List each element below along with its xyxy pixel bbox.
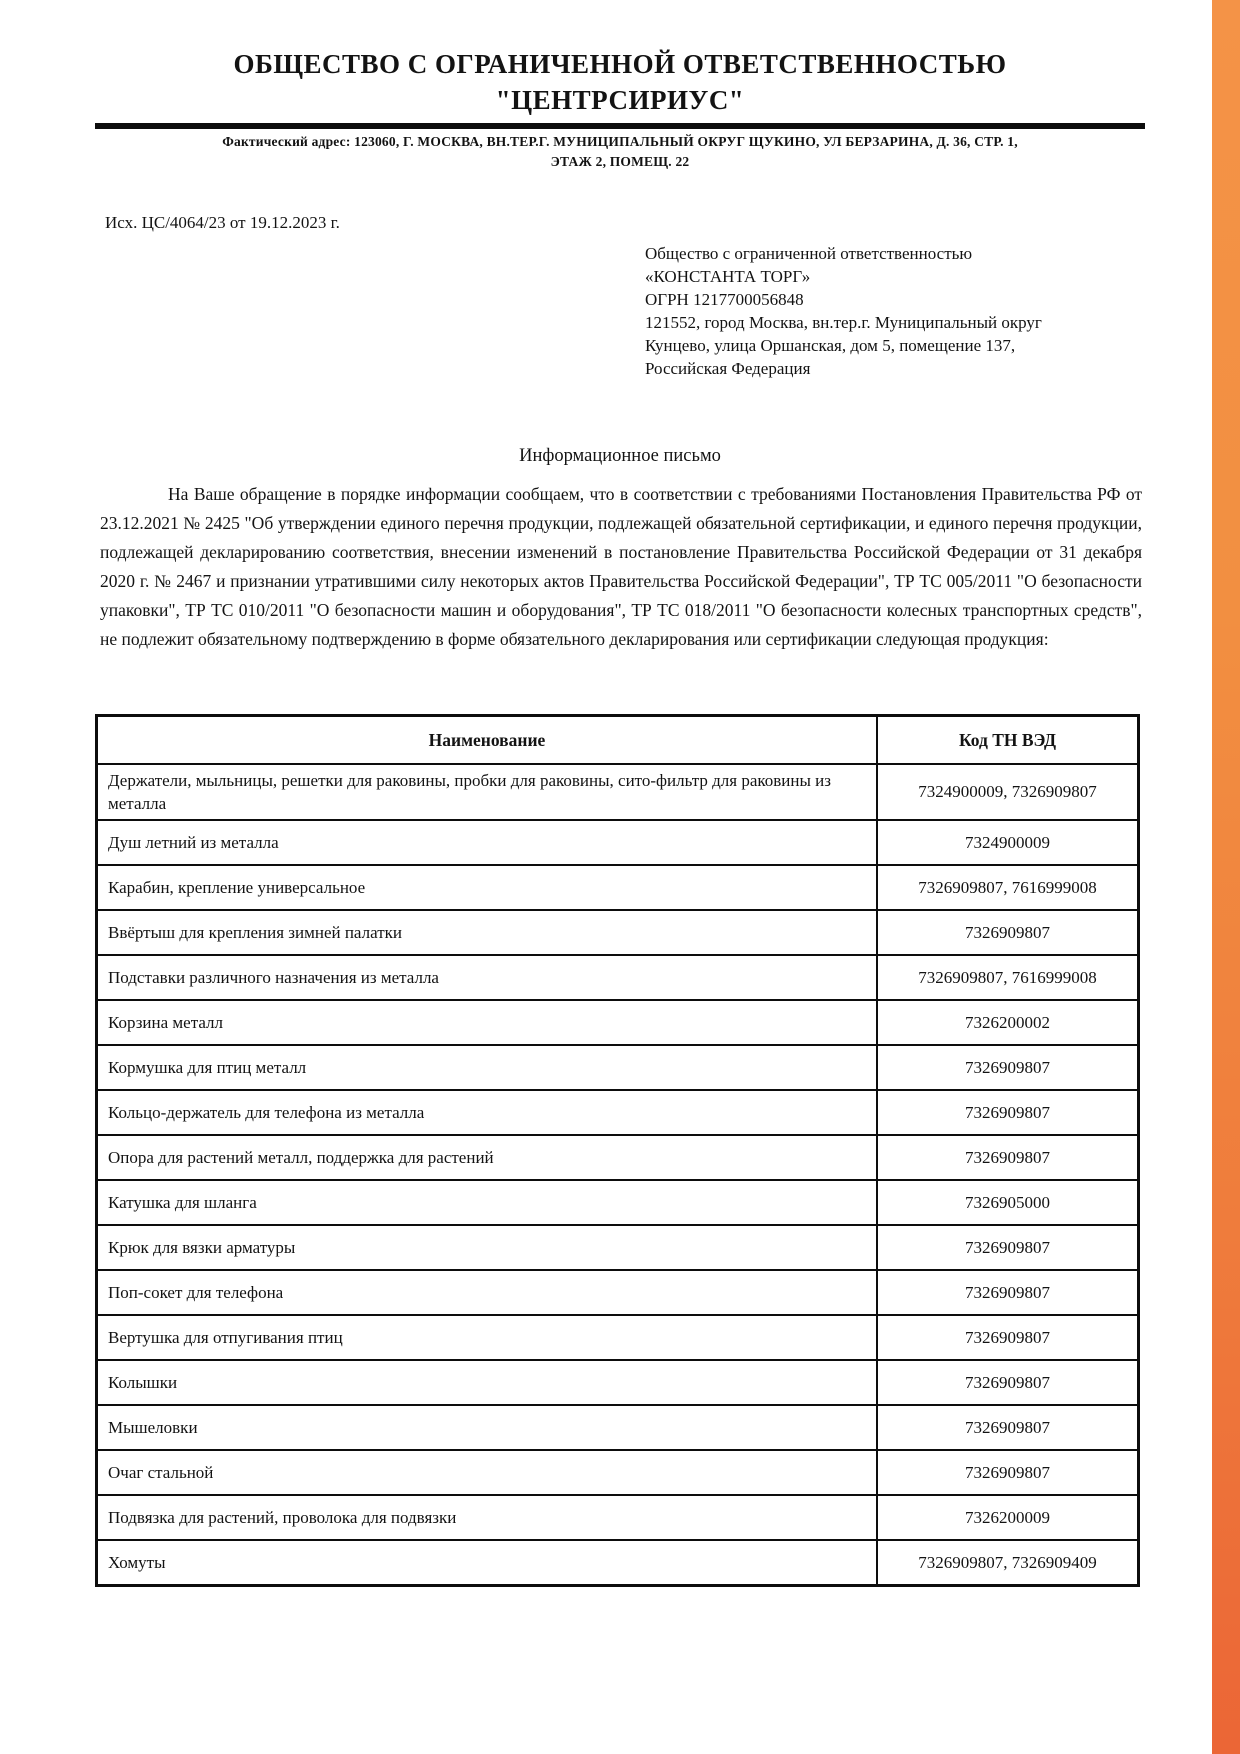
product-name-cell: Ввёртыш для крепления зимней палатки xyxy=(97,910,877,955)
table-row xyxy=(97,910,1139,955)
product-code-cell: 7324900009 xyxy=(877,820,1139,865)
product-code-cell: 7326909807 xyxy=(877,1450,1139,1495)
product-name-cell: Хомуты xyxy=(97,1540,877,1586)
table-row xyxy=(97,1045,1139,1090)
table-row xyxy=(97,1540,1139,1586)
letterhead-divider xyxy=(95,123,1145,129)
recipient-block xyxy=(645,242,1145,380)
product-name-cell: Колышки xyxy=(97,1360,877,1405)
table-row xyxy=(97,1450,1139,1495)
letterhead-address xyxy=(110,132,1130,172)
address-line1: Фактический адрес: 123060, Г. МОСКВА, ВН.ТЕР.Г. МУНИЦИПАЛЬНЫЙ ОКРУГ ЩУКИНО, УЛ БЕРЗАРИНА, Д. 36, СТР. 1, xyxy=(222,134,1018,149)
table-row xyxy=(97,1180,1139,1225)
table-row xyxy=(97,1360,1139,1405)
product-code-cell: 7326909807 xyxy=(877,1360,1139,1405)
product-name-cell: Кольцо-держатель для телефона из металла xyxy=(97,1090,877,1135)
table-row xyxy=(97,1270,1139,1315)
product-code-cell: 7326200009 xyxy=(877,1495,1139,1540)
product-code-cell: 7326909807 xyxy=(877,1090,1139,1135)
product-code-cell: 7324900009, 7326909807 xyxy=(877,764,1139,820)
product-name-cell: Очаг стальной xyxy=(97,1450,877,1495)
product-code-cell: 7326909807, 7326909409 xyxy=(877,1540,1139,1586)
table-header-row xyxy=(97,716,1139,765)
table-row xyxy=(97,1405,1139,1450)
recipient-line: ОГРН 1217700056848 xyxy=(645,290,804,309)
org-name-line1: ОБЩЕСТВО С ОГРАНИЧЕННОЙ ОТВЕТСТВЕННОСТЬЮ xyxy=(233,49,1007,79)
recipient-line: Общество с ограниченной ответственностью xyxy=(645,244,973,263)
product-code-cell: 7326909807 xyxy=(877,910,1139,955)
product-code-cell: 7326200002 xyxy=(877,1000,1139,1045)
table-row xyxy=(97,1135,1139,1180)
org-name-line2: "ЦЕНТРСИРИУС" xyxy=(495,85,745,115)
product-name-cell: Вертушка для отпугивания птиц xyxy=(97,1315,877,1360)
product-name-cell: Карабин, крепление универсальное xyxy=(97,865,877,910)
recipient-line: 121552, город Москва, вн.тер.г. Муниципальный округ xyxy=(645,313,1042,332)
product-name-cell: Опора для растений металл, поддержка для растений xyxy=(97,1135,877,1180)
product-name-cell: Катушка для шланга xyxy=(97,1180,877,1225)
product-code-cell: 7326909807 xyxy=(877,1135,1139,1180)
recipient-line: «КОНСТАНТА ТОРГ» xyxy=(645,267,811,286)
table-row xyxy=(97,1495,1139,1540)
table-row xyxy=(97,820,1139,865)
letter-body-paragraph: На Ваше обращение в порядке информации сообщаем, что в соответствии с требованиями Постановления Правительства РФ от 23.12.2021 № 2425 "Об утверждении единого перечня продукции, подлежащей обязательной сертификации, и единого перечня продукции, подлежащей декларированию соответствия, внесении изменений в постановление Правительства Российской Федерации от 31 декабря 2020 г. № 2467 и признании утратившими силу некоторых актов Правительства Российской Федерации", ТР ТС 005/2011 "О безопасности упаковки", ТР ТС 010/2011 "О безопасности машин и оборудования", ТР ТС 018/2011 "О безопасности колесных транспортных средств", не подлежит обязательному подтверждению в форме обязательного декларирования или сертификации следующая продукция: xyxy=(100,484,1142,649)
product-name-cell: Поп-сокет для телефона xyxy=(97,1270,877,1315)
table-row xyxy=(97,865,1139,910)
column-header-code: Код ТН ВЭД xyxy=(877,716,1139,765)
product-code-cell: 7326909807, 7616999008 xyxy=(877,955,1139,1000)
product-name-cell: Мышеловки xyxy=(97,1405,877,1450)
product-table xyxy=(95,714,1140,1587)
table-row xyxy=(97,1000,1139,1045)
table-row xyxy=(97,1090,1139,1135)
product-code-cell: 7326909807 xyxy=(877,1270,1139,1315)
product-name-cell: Подставки различного назначения из металла xyxy=(97,955,877,1000)
letterhead-org-name xyxy=(110,0,1130,118)
recipient-line: Кунцево, улица Оршанская, дом 5, помещение 137, xyxy=(645,336,1016,355)
accent-side-bar xyxy=(1212,0,1240,1754)
product-code-cell: 7326905000 xyxy=(877,1180,1139,1225)
product-name-cell: Подвязка для растений, проволока для подвязки xyxy=(97,1495,877,1540)
table-row xyxy=(97,955,1139,1000)
table-row xyxy=(97,1315,1139,1360)
product-code-cell: 7326909807 xyxy=(877,1405,1139,1450)
letter-title: Информационное письмо xyxy=(519,446,721,466)
product-name-cell: Держатели, мыльницы, решетки для раковины, пробки для раковины, сито-фильтр для раковины из металла xyxy=(97,764,877,820)
product-name-cell: Крюк для вязки арматуры xyxy=(97,1225,877,1270)
product-code-cell: 7326909807 xyxy=(877,1225,1139,1270)
recipient-line: Российская Федерация xyxy=(645,359,811,378)
product-name-cell: Корзина металл xyxy=(97,1000,877,1045)
column-header-name: Наименование xyxy=(97,716,877,765)
product-name-cell: Душ летний из металла xyxy=(97,820,877,865)
outgoing-ref-line: Исх. ЦС/4064/23 от 19.12.2023 г. xyxy=(105,213,340,232)
product-table-body xyxy=(97,764,1139,1586)
table-row xyxy=(97,764,1139,820)
table-row xyxy=(97,1225,1139,1270)
address-line2: ЭТАЖ 2, ПОМЕЩ. 22 xyxy=(550,154,690,169)
product-code-cell: 7326909807 xyxy=(877,1315,1139,1360)
product-code-cell: 7326909807, 7616999008 xyxy=(877,865,1139,910)
product-name-cell: Кормушка для птиц металл xyxy=(97,1045,877,1090)
product-code-cell: 7326909807 xyxy=(877,1045,1139,1090)
